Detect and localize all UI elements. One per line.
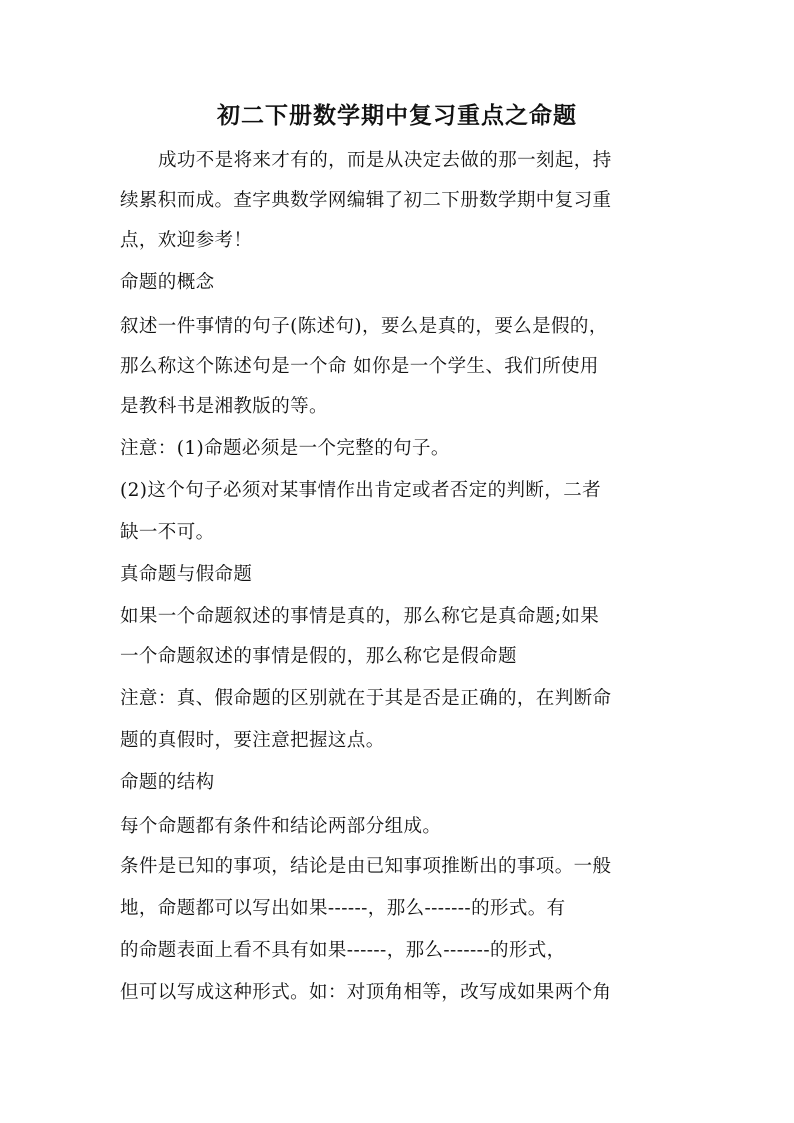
paragraph-line: 叙述一件事情的句子(陈述句)，要么是真的，要么是假的， <box>120 316 608 337</box>
section-heading: 真命题与假命题 <box>120 564 253 585</box>
note-line: 注意：(1)命题必须是一个完整的句子。 <box>120 438 450 459</box>
note-line: (2)这个句子必须对某事情作出肯定或者否定的判断，二者 <box>120 480 602 501</box>
paragraph-line: 每个命题都有条件和结论两部分组成。 <box>120 816 442 837</box>
document-title: 初二下册数学期中复习重点之命题 <box>217 102 577 129</box>
paragraph-line: 点，欢迎参考！ <box>120 230 253 251</box>
note-line: 注意：真、假命题的区别就在于其是否是正确的，在判断命 <box>120 688 612 709</box>
section-heading: 命题的概念 <box>120 272 215 293</box>
paragraph-line: 条件是已知的事项，结论是由已知事项推断出的事项。一般 <box>120 856 612 877</box>
section-heading: 命题的结构 <box>120 772 215 793</box>
paragraph-line: 但可以写成这种形式。如：对顶角相等，改写成如果两个角 <box>120 982 612 1003</box>
paragraph-line: 如果一个命题叙述的事情是真的，那么称它是真命题;如果 <box>120 606 600 627</box>
paragraph-line: 成功不是将来才有的，而是从决定去做的那一刻起，持 <box>158 150 612 171</box>
paragraph-line: 那么称这个陈述句是一个命 如你是一个学生、我们所使用 <box>120 356 599 377</box>
note-line: 题的真假时，要注意把握这点。 <box>120 730 385 751</box>
paragraph-line: 一个命题叙述的事情是假的，那么称它是假命题 <box>120 646 517 667</box>
paragraph-line: 续累积而成。查字典数学网编辑了初二下册数学期中复习重 <box>120 190 612 211</box>
paragraph-line: 的命题表面上看不具有如果------，那么-------的形式， <box>120 940 566 961</box>
paragraph-line: 地，命题都可以写出如果------，那么-------的形式。有 <box>120 898 566 919</box>
note-line: 缺一不可。 <box>120 522 215 543</box>
paragraph-line: 是教科书是湘教版的等。 <box>120 396 328 417</box>
